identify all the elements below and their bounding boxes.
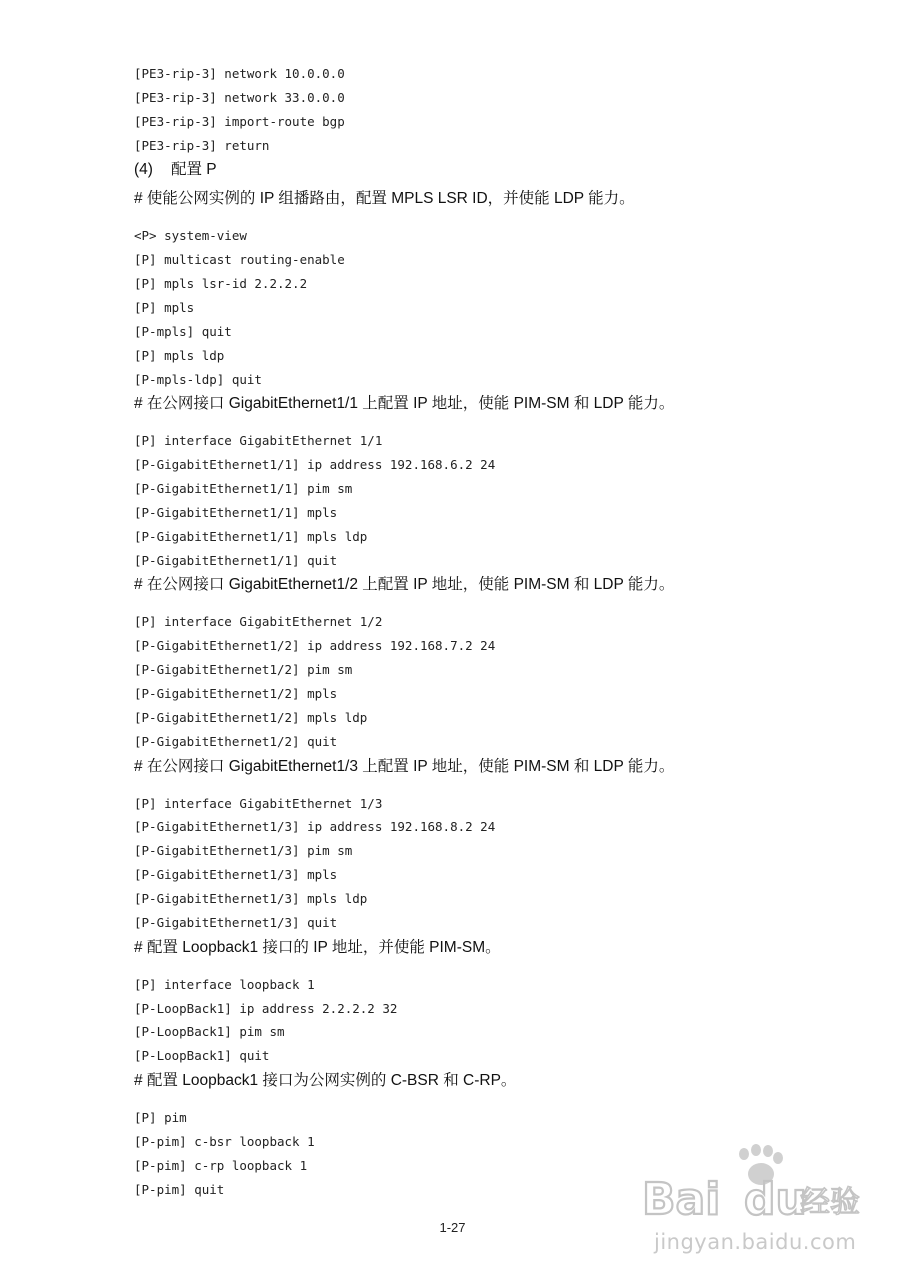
step-heading — [134, 160, 217, 180]
code-line: [P-GigabitEthernet1/1] mpls ldp — [134, 528, 368, 544]
code-line: [P-GigabitEthernet1/2] quit — [134, 733, 338, 749]
code-line: [P-pim] c-bsr loopback 1 — [134, 1133, 315, 1149]
code-line: [P-GigabitEthernet1/1] mpls — [134, 504, 338, 520]
section-heading: # 配置 Loopback1 接口为公网实例的 C-BSR 和 C-RP。 — [134, 1072, 517, 1090]
svg-text:经验: 经验 — [800, 1185, 860, 1220]
baidu-paw-logo — [640, 1144, 870, 1234]
code-line: [P-GigabitEthernet1/2] mpls — [134, 686, 338, 701]
code-line: [P] interface GigabitEthernet 1/2 — [134, 614, 383, 630]
code-line: [P-GigabitEthernet1/1] pim sm — [134, 481, 353, 497]
section-heading: # 配置 Loopback1 接口的 IP 地址，并使能 PIM-SM。 — [134, 938, 501, 956]
code-line: [P] interface GigabitEthernet 1/1 — [134, 433, 383, 449]
code-line: [P-GigabitEthernet1/3] pim sm — [134, 843, 353, 859]
code-line: [P-GigabitEthernet1/3] quit — [134, 914, 338, 930]
code-line: [P-LoopBack1] ip address 2.2.2.2 32 — [134, 1000, 398, 1016]
code-line: [P-GigabitEthernet1/3] mpls — [134, 867, 338, 883]
step-number: (4) — [134, 161, 153, 179]
code-line: [P-pim] quit — [134, 1181, 225, 1197]
code-line: <P> system-view — [134, 228, 247, 244]
section-heading: # 使能公网实例的 IP 组播路由，配置 MPLS LSR ID，并使能 LDP 能力。 — [134, 190, 635, 208]
code-line: [P] mpls ldp — [134, 347, 225, 363]
section-heading: # 在公网接口 GigabitEthernet1/3 上配置 IP 地址，使能 PIM-SM 和 LDP 能力。 — [134, 757, 675, 775]
code-line: [P] multicast routing-enable — [134, 252, 345, 268]
code-line: [PE3-rip-3] network 10.0.0.0 — [134, 66, 345, 81]
code-line: [P] mpls lsr-id 2.2.2.2 — [134, 276, 308, 292]
baidu-jingyan-watermark — [640, 1140, 870, 1270]
watermark-url: jingyan.baidu.com — [654, 1230, 857, 1254]
code-line: [P] pim — [134, 1110, 187, 1126]
code-line: [P-GigabitEthernet1/1] ip address 192.168.6.2 24 — [134, 457, 496, 473]
svg-text:du: du — [744, 1174, 807, 1225]
section-heading: # 在公网接口 GigabitEthernet1/2 上配置 IP 地址，使能 PIM-SM 和 LDP 能力。 — [134, 576, 675, 594]
code-line: [P-GigabitEthernet1/2] mpls ldp — [134, 709, 368, 725]
code-line: [P-LoopBack1] pim sm — [134, 1024, 285, 1040]
code-line: [P-GigabitEthernet1/2] ip address 192.168.7.2 24 — [134, 638, 496, 654]
svg-text:Bai: Bai — [642, 1174, 721, 1225]
code-line: [P-GigabitEthernet1/3] ip address 192.168.8.2 24 — [134, 819, 496, 835]
code-line: [PE3-rip-3] network 33.0.0.0 — [134, 89, 345, 105]
code-line: [P] interface loopback 1 — [134, 976, 315, 992]
code-line: [P] mpls — [134, 299, 195, 315]
code-line: [P-GigabitEthernet1/3] mpls ldp — [134, 890, 368, 906]
code-line: [P-pim] c-rp loopback 1 — [134, 1157, 308, 1173]
section-heading: # 在公网接口 GigabitEthernet1/1 上配置 IP 地址，使能 PIM-SM 和 LDP 能力。 — [134, 395, 675, 413]
code-line: [P-GigabitEthernet1/1] quit — [134, 552, 338, 568]
code-line: [P] interface GigabitEthernet 1/3 — [134, 795, 383, 811]
code-line: [P-mpls-ldp] quit — [134, 371, 262, 387]
code-line: [P-LoopBack1] quit — [134, 1048, 270, 1064]
code-line: [PE3-rip-3] return — [134, 137, 270, 153]
code-line: [P-mpls] quit — [134, 323, 232, 339]
code-line: [P-GigabitEthernet1/2] pim sm — [134, 662, 353, 678]
step-title: 配置 P — [170, 161, 217, 179]
code-line: [PE3-rip-3] import-route bgp — [134, 113, 345, 129]
page-number: 1-27 — [439, 1220, 466, 1235]
